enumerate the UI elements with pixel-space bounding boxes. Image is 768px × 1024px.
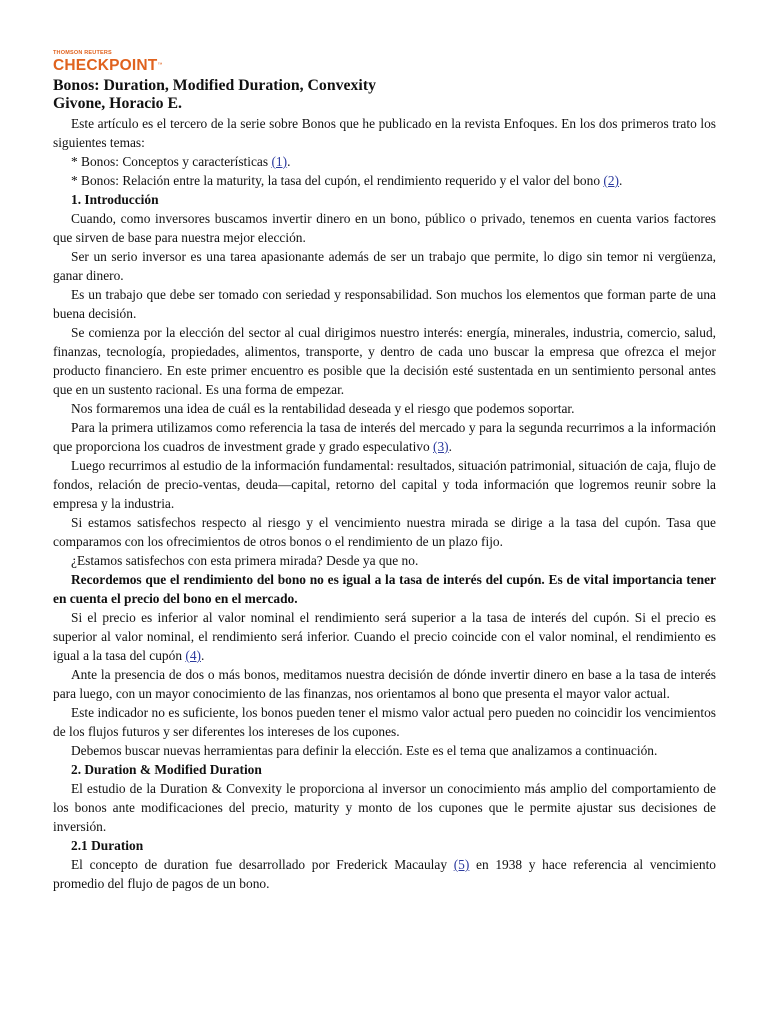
section-heading: 2.1 Duration xyxy=(71,838,144,853)
body-paragraph: Si el precio es inferior al valor nominal el rendimiento será superior a la tasa de interés del cupón. Si el precio es superior al valor nominal, el rendimiento será inferior. Cuando el precio coincide con el valor nominal, el rendimiento es igual a la tasa del cupón (4). xyxy=(53,610,716,663)
body-paragraph: Nos formaremos una idea de cuál es la rentabilidad deseada y el riesgo que podemos soportar. xyxy=(71,401,575,416)
body-paragraph: Es un trabajo que debe ser tomado con seriedad y responsabilidad. Son muchos los elementos que forman parte de una buena decisión. xyxy=(53,287,716,321)
body-paragraph: * Bonos: Conceptos y características (1). xyxy=(71,154,291,169)
footnote-link[interactable]: (2) xyxy=(603,173,619,188)
logo-name: CHECKPOINT™ xyxy=(53,57,163,74)
body-paragraph: Para la primera utilizamos como referencia la tasa de interés del mercado y para la segunda recurrimos a la información que proporciona los cuadros de investment grade y grado especulativo (3). xyxy=(53,420,716,454)
publisher-logo xyxy=(53,50,716,74)
body-paragraph: Luego recurrimos al estudio de la información fundamental: resultados, situación patrimonial, situación de caja, flujo de fondos, relación de precio-ventas, deuda—capital, retorno del capital y toda información que logremos reunir sobre la empresa y la industria. xyxy=(53,458,716,511)
logo-top-text: THOMSON REUTERS xyxy=(53,50,112,56)
body-paragraph: Este artículo es el tercero de la serie sobre Bonos que he publicado en la revista Enfoques. En los dos primeros trato los siguientes temas: xyxy=(53,116,716,150)
body-paragraph: Este indicador no es suficiente, los bonos pueden tener el mismo valor actual pero pueden no coincidir los vencimientos de los flujos futuros y ser diferentes los intereses de los cupones. xyxy=(53,705,716,739)
body-paragraph: Se comienza por la elección del sector al cual dirigimos nuestro interés: energía, minerales, industria, comercio, salud, finanzas, tecnología, propiedades, alimentos, transporte, y dentro de cada uno buscar la empresa que ofrezca el mejor producto financiero. En este primer encuentro es posible que la decisión esté sustentada en un sentimiento personal antes que en un sustento racional. Es una forma de empezar. xyxy=(53,325,716,397)
body-paragraph: Ante la presencia de dos o más bonos, meditamos nuestra decisión de dónde invertir dinero en base a la tasa de interés para luego, con un mayor conocimiento de las finanzas, nos orientamos al bono que presenta el mayor valor actual. xyxy=(53,667,716,701)
footnote-link[interactable]: (1) xyxy=(271,154,288,169)
body-paragraph: Ser un serio inversor es una tarea apasionante además de ser un trabajo que permite, lo digo sin temor ni vergüenza, ganar dinero. xyxy=(53,249,716,283)
article-author: Givone, Horacio E. xyxy=(53,95,182,112)
section-heading: 1. Introducción xyxy=(71,192,159,207)
footnote-link[interactable]: (5) xyxy=(453,857,470,872)
footnote-link[interactable]: (3) xyxy=(433,439,449,454)
article-page xyxy=(53,50,716,893)
footnote-link[interactable]: (4) xyxy=(185,648,201,663)
body-paragraph: El estudio de la Duration & Convexity le proporciona al inversor un conocimiento más amplio del comportamiento de los bonos ante modificaciones del precio, maturity y monto de los cupones que le permite ajustar sus decisiones de inversión. xyxy=(53,781,716,834)
body-paragraph: * Bonos: Relación entre la maturity, la tasa del cupón, el rendimiento requerido y el valor del bono (2). xyxy=(71,173,623,188)
section-heading: 2. Duration & Modified Duration xyxy=(71,762,262,777)
body-paragraph: ¿Estamos satisfechos con esta primera mirada? Desde ya que no. xyxy=(71,553,419,568)
body-paragraph: Recordemos que el rendimiento del bono no es igual a la tasa de interés del cupón. Es de vital importancia tener en cuenta el precio del bono en el mercado. xyxy=(53,572,716,606)
body-paragraph: El concepto de duration fue desarrollado por Frederick Macaulay (5) en 1938 y hace referencia al vencimiento promedio del flujo de pagos de un bono. xyxy=(53,857,717,891)
body-paragraph: Cuando, como inversores buscamos invertir dinero en un bono, público o privado, tenemos en cuenta varios factores que sirven de base para nuestra mejor elección. xyxy=(53,211,716,245)
article-body xyxy=(53,114,716,893)
article-title: Bonos: Duration, Modified Duration, Convexity xyxy=(53,77,376,94)
trademark-mark: ™ xyxy=(157,62,163,68)
body-paragraph: Debemos buscar nuevas herramientas para definir la elección. Este es el tema que analizamos a continuación. xyxy=(71,743,658,758)
body-paragraph: Si estamos satisfechos respecto al riesgo y el vencimiento nuestra mirada se dirige a la tasa del cupón. Tasa que comparamos con los ofrecimientos de otros bonos o el rendimiento de un plazo fijo. xyxy=(53,515,716,549)
